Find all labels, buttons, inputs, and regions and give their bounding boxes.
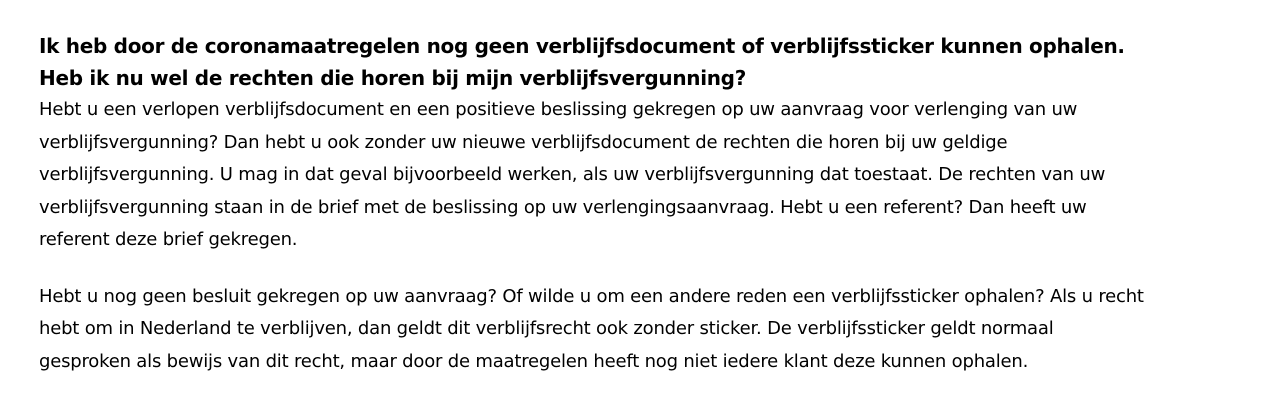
faq-answer-paragraph-1: Hebt u een verlopen verblijfsdocument en een positieve beslissing gekregen op uw aanvraag voor verlenging van uw verblijfsvergunning? Dan hebt u ook zonder uw nieuwe verblijfsdocument de rechten die horen bij uw geldige verblijfsvergunning. U mag in dat geval bijvoorbeeld werken, als uw verblijfsvergunning dat toestaat. De rechten van uw verblijfsvergunning staan in de brief met de beslissing op uw verlengingsaanvraag. Hebt u een referent? Dan heeft uw referent deze brief gekregen. (39, 99, 1106, 250)
faq-answer-paragraph-2: Hebt u nog geen besluit gekregen op uw aanvraag? Of wilde u om een andere reden een verblijfssticker ophalen? Als u recht hebt om in Nederland te verblijven, dan geldt dit verblijfsrecht ook zonder sticker. De verblijfssticker geldt normaal gesproken als bewijs van dit recht, maar door de maatregelen heeft nog niet iedere klant deze kunnen ophalen. (39, 285, 1144, 372)
faq-item (39, 30, 1149, 378)
faq-question-heading: Ik heb door de coronamaatregelen nog geen verblijfsdocument of verblijfssticker kunnen ophalen. Heb ik nu wel de rechten die horen bij mijn verblijfsvergunning? (39, 34, 1125, 90)
